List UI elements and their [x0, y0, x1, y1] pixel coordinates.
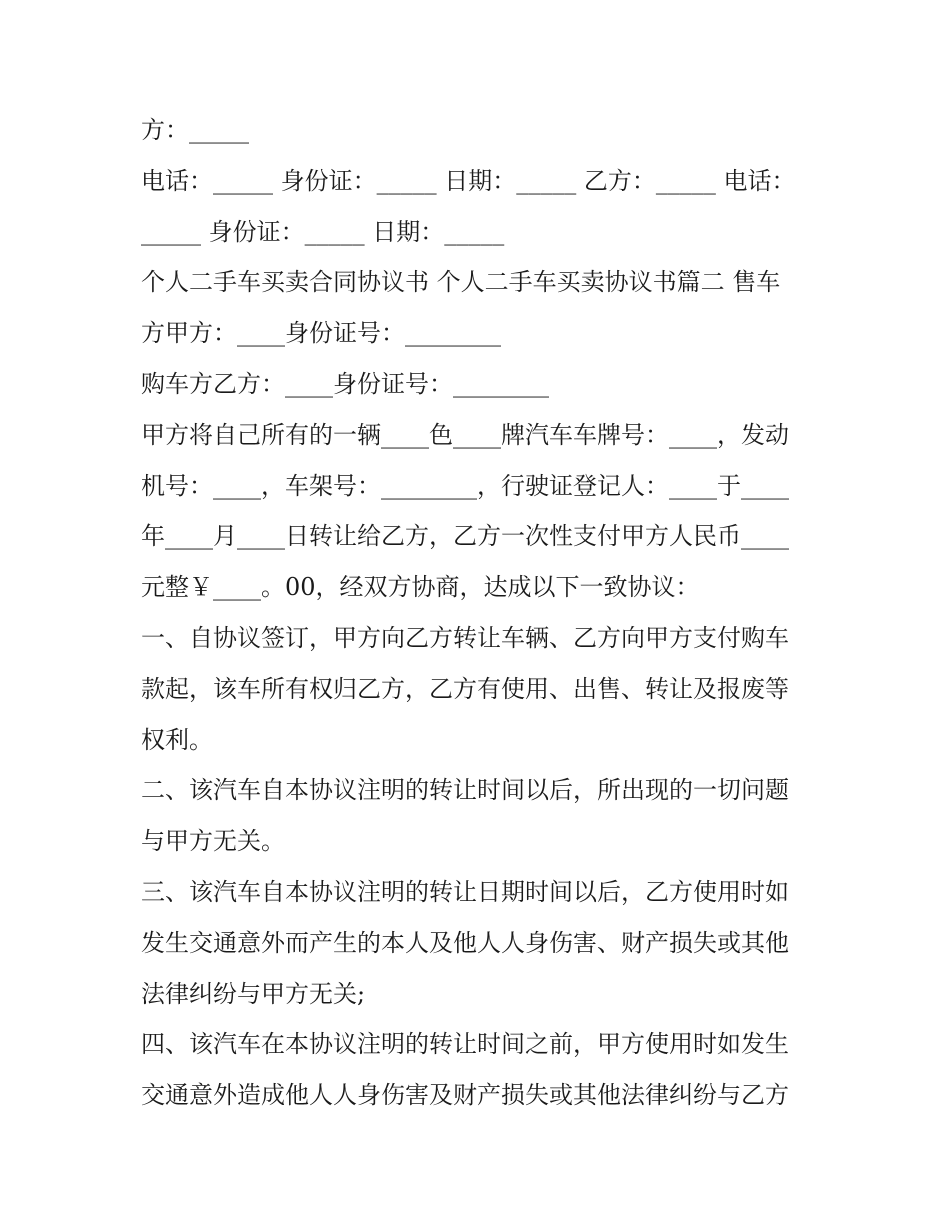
text-line: 权利。 — [141, 725, 213, 754]
text-line: 电话：_____ 身份证：_____ 日期：_____ 乙方：_____ 电话： — [141, 166, 796, 195]
text-line: 元整￥____。00，经双方协商，达成以下一致协议： — [141, 573, 700, 602]
text-line: 三、该汽车自本协议注明的转让日期时间以后，乙方使用时如 — [141, 877, 789, 906]
text-line: _____ 身份证：_____ 日期：_____ — [141, 217, 505, 246]
text-line: 与甲方无关。 — [141, 827, 285, 856]
text-line: 个人二手车买卖合同协议书 个人二手车买卖协议书篇二 售车 — [141, 268, 781, 297]
text-line: 法律纠纷与甲方无关; — [141, 979, 366, 1008]
text-line: 机号：____，车架号：________，行驶证登记人：____于____ — [141, 471, 789, 500]
text-line: 款起，该车所有权归乙方，乙方有使用、出售、转让及报废等 — [141, 674, 789, 703]
text-line: 甲方将自己所有的一辆____色____牌汽车车牌号：____，发动 — [141, 420, 789, 449]
text-line: 发生交通意外而产生的本人及他人人身伤害、财产损失或其他 — [141, 928, 789, 957]
text-line: 方甲方：____身份证号：________ — [141, 319, 501, 348]
text-line: 二、该汽车自本协议注明的转让时间以后，所出现的一切问题 — [141, 776, 789, 805]
text-line: 交通意外造成他人人身伤害及财产损失或其他法律纠纷与乙方 — [141, 1081, 789, 1110]
document-body — [141, 105, 821, 1121]
text-line: 购车方乙方：____身份证号：________ — [141, 369, 549, 398]
text-line: 四、该汽车在本协议注明的转让时间之前，甲方使用时如发生 — [141, 1030, 789, 1059]
text-line: 方：_____ — [141, 116, 249, 144]
text-line: 一、自协议签订，甲方向乙方转让车辆、乙方向甲方支付购车 — [141, 623, 789, 652]
text-line: 年____月____日转让给乙方，乙方一次性支付甲方人民币____ — [141, 522, 789, 551]
